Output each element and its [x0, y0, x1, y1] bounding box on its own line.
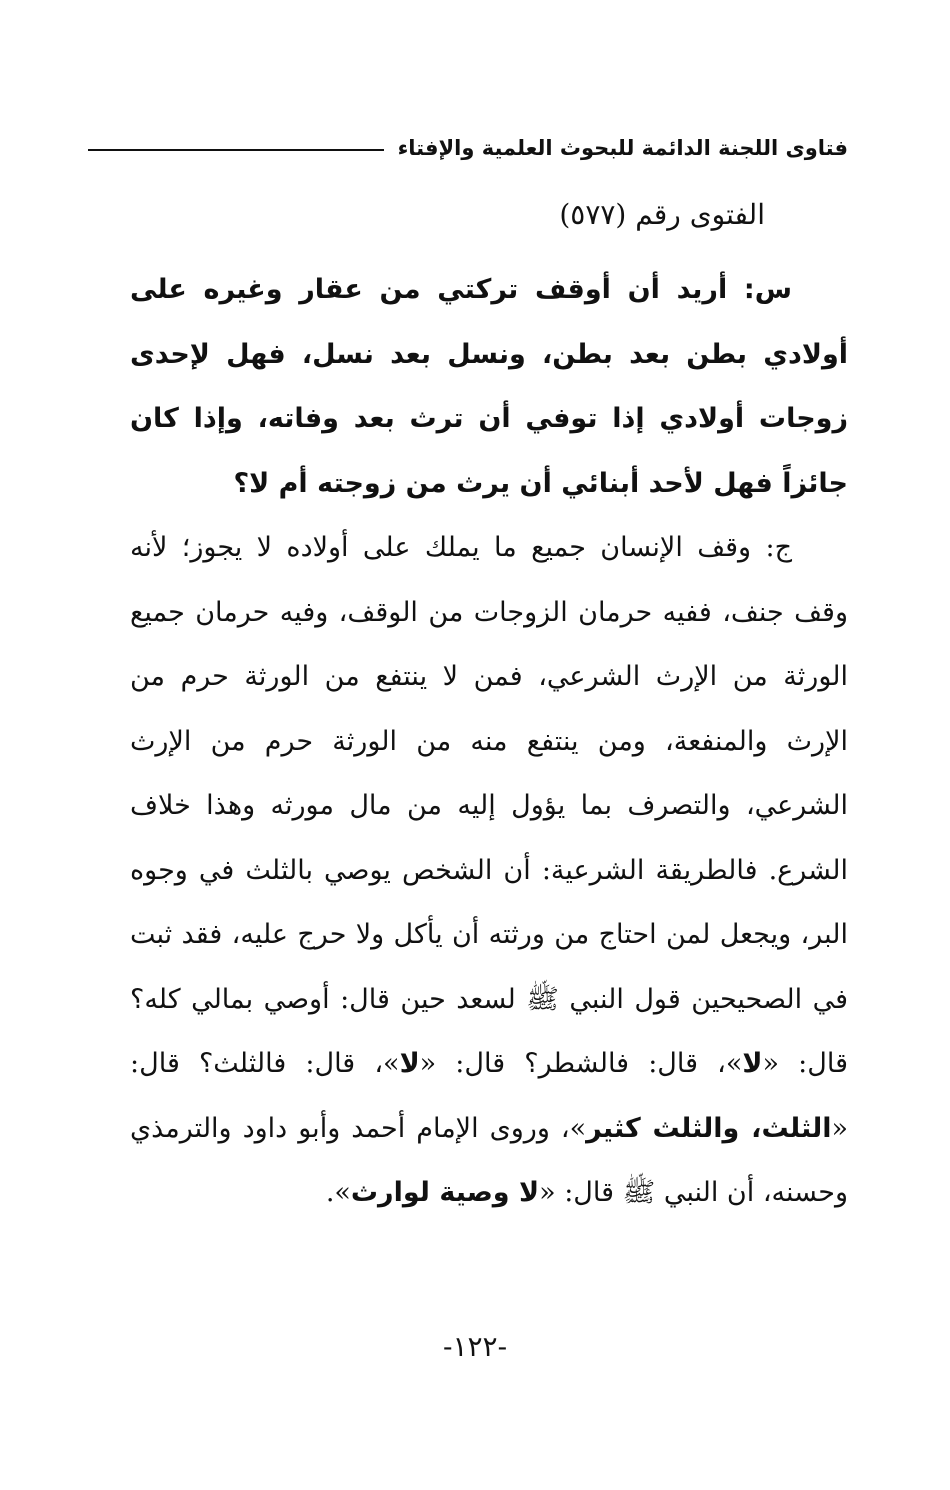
answer-text-1: ج: وقف الإنسان جميع ما يملك على أولاده لا يجوز؛ لأنه وقف جنف، ففيه حرمان الزوجات من الوقف، وفيه حرمان جميع الورثة من الإرث الشرعي، فمن لا ينتفع من الورثة حرم من الإرث والمنفعة، ومن ينتفع منه من الورثة حرم من الإرث الشرعي، والتصرف بما يؤول إليه من مال مورثه وهذا خلاف الشرع. فالطريقة الشرعية: أن الشخص يوصي بالثلث في وجوه البر، ويجعل لمن احتاج من ورثته أن يأكل ولا حرج عليه، فقد ثبت في الصحيحين قول النبي ﷺ لسعد حين قال: أوصي بمالي كله؟ قال: «	[130, 532, 848, 1079]
answer-paragraph	[130, 516, 848, 1226]
question-paragraph: س: أريد أن أوقف تركتي من عقار وغيره على أولادي بطن بعد بطن، ونسل بعد نسل، فهل لإحدى زوجات أولادي إذا توفي أن ترث بعد وفاته، وإذا كان جائزاً فهل لأحد أبنائي أن يرث من زوجته أم لا؟	[130, 274, 848, 499]
answer-quote-no-2: لا	[399, 1048, 420, 1079]
header-rule	[88, 149, 384, 151]
fatwa-body	[130, 258, 848, 1226]
answer-quote-no-1: لا	[742, 1048, 763, 1079]
answer-text-4: »، وروى الإمام أحمد وأبو داود والترمذي وحسنه، أن النبي ﷺ قال: «	[130, 1112, 848, 1208]
page-number: -١٢٢-	[442, 1330, 508, 1363]
running-header	[88, 128, 848, 168]
running-title: فتاوى اللجنة الدائمة للبحوث العلمية والإفتاء	[397, 136, 848, 160]
answer-text-2: »، قال: فالشطر؟ قال: «	[419, 1048, 743, 1079]
answer-quote-third: الثلث، والثلث كثير	[586, 1112, 832, 1144]
answer-text-3: »، قال: فالثلث؟ قال: «	[130, 1048, 848, 1144]
fatwa-number: الفتوى رقم (٥٧٧)	[559, 198, 765, 231]
answer-quote-no-bequest: لا وصية لوارث	[350, 1177, 540, 1208]
answer-text-5: ».	[325, 1177, 351, 1208]
